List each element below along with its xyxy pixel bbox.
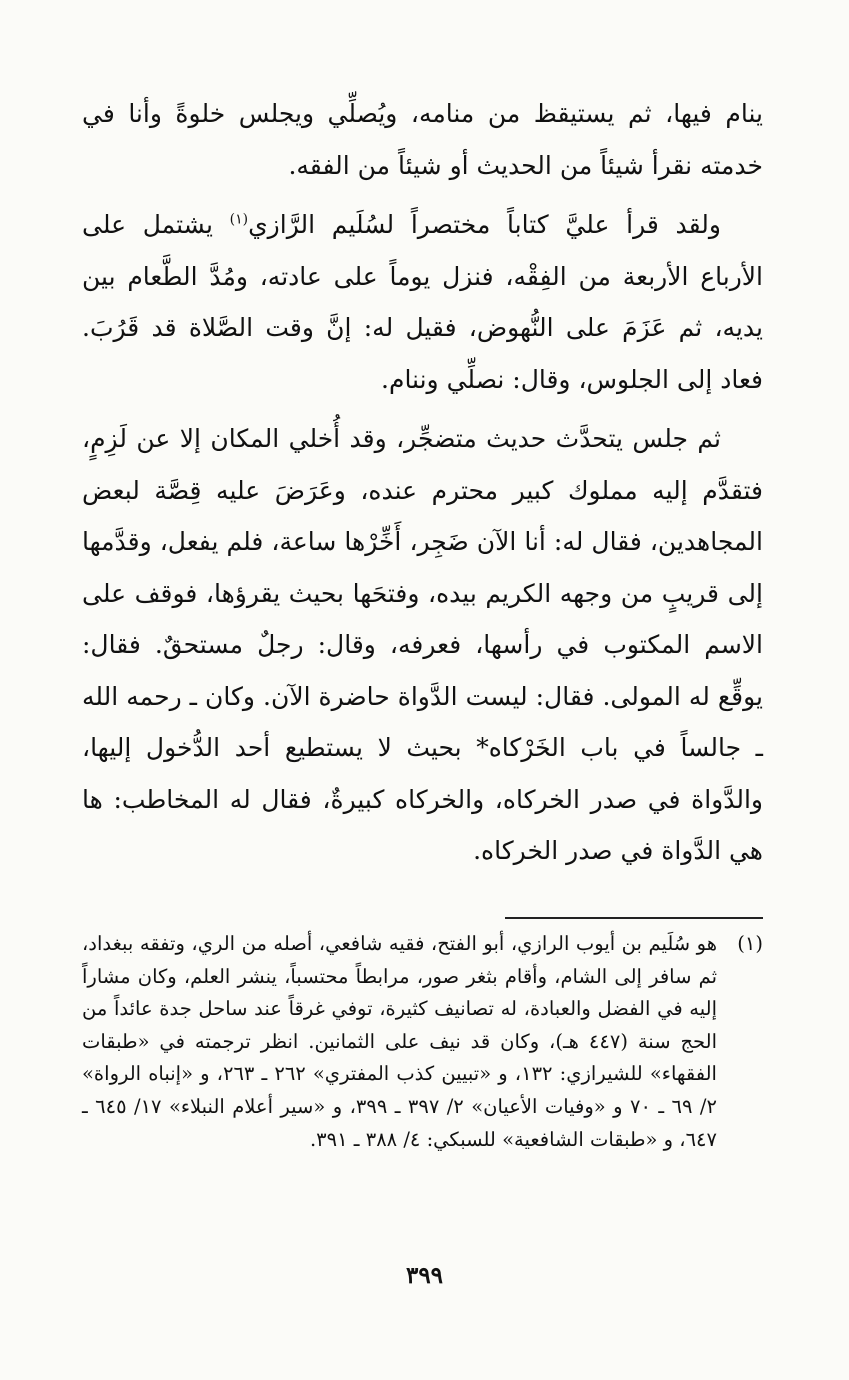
- page-number: ٣٩٩: [405, 1262, 444, 1289]
- footnote-separator: [505, 917, 763, 919]
- paragraph-3: ثم جلس يتحدَّث حديث متضجِّر، وقد أُخلي المكان إلا عن لَزِمٍ، فتقدَّم إليه مملوك كبير محترم عنده، وعَرَضَ عليه قِصَّة لبعض المجاهدين، فقال له: أنا الآن ضَجِر، أَخِّرْها ساعة، فلم يفعل، وقدَّمها إلى قريبٍ من وجهه الكريم بيده، وفتحَها بحيث يقرؤها، فوقف على الاسم المكتوب في رأسها، فعرفه، وقال: رجلٌ مستحقٌ. فقال: يوقِّع له المولى. فقال: ليست الدَّواة حاضرة الآن. وكان ـ رحمه الله ـ جالساً في باب الخَرْكاه* بحيث لا يستطيع أحد الدُّخول إليها، والدَّواة في صدر الخركاه، والخركاه كبيرةٌ، فقال له المخاطب: ها هي الدَّواة في صدر الخركاه.: [82, 424, 763, 865]
- paragraph-2-rest: يشتمل على الأرباع الأربعة من الفِقْه، فنزل يوماً على عادته، ومُدَّ الطَّعام بين يديه، ثم عَزَمَ على النُّهوض، فقيل له: إنَّ وقت الصَّلاة قد قَرُبَ. فعاد إلى الجلوس، وقال: نصلِّي وننام.: [82, 210, 763, 394]
- footnote-1: [82, 928, 763, 1156]
- paragraph-1: ينام فيها، ثم يستيقظ من منامه، ويُصلِّي ويجلس خلوةً وأنا في خدمته نقرأ شيئاً من الحديث أو شيئاً من الفقه.: [82, 99, 763, 180]
- paragraph-2-start: ولقد قرأ عليَّ كتاباً مختصراً لسُلَيم الرَّازي: [248, 210, 721, 239]
- footnote-1-number: (١): [737, 932, 763, 955]
- footnote-1-text: هو سُلَيم بن أيوب الرازي، أبو الفتح، فقيه شافعي، أصله من الري، وتفقه ببغداد، ثم سافر إلى الشام، وأقام بثغر صور، مرابطاً محتسباً، ينشر العلم، وكان مشاراً إليه في الفضل والعبادة، له تصانيف كثيرة، توفي غرقاً عند ساحل جدة عائداً من الحج سنة (٤٤٧ هـ)، وكان قد نيف على الثمانين. انظر ترجمته في «طبقات الفقهاء» للشيرازي: ١٣٢، و «تبيين كذب المفتري» ٢٦٢ ـ ٢٦٣، و «إنباه الرواة» ٢/ ٦٩ ـ ٧٠ و «وفيات الأعيان» ٢/ ٣٩٧ ـ ٣٩٩، و «سير أعلام النبلاء» ١٧/ ٦٤٥ ـ ٦٤٧، و «طبقات الشافعية» للسبكي: ٤/ ٣٨٨ ـ ٣٩١.: [82, 932, 717, 1151]
- main-text: [82, 88, 763, 877]
- footnote-reference-1[interactable]: (١): [229, 211, 249, 228]
- paragraph-2: [82, 199, 763, 405]
- footnotes: [82, 928, 763, 1156]
